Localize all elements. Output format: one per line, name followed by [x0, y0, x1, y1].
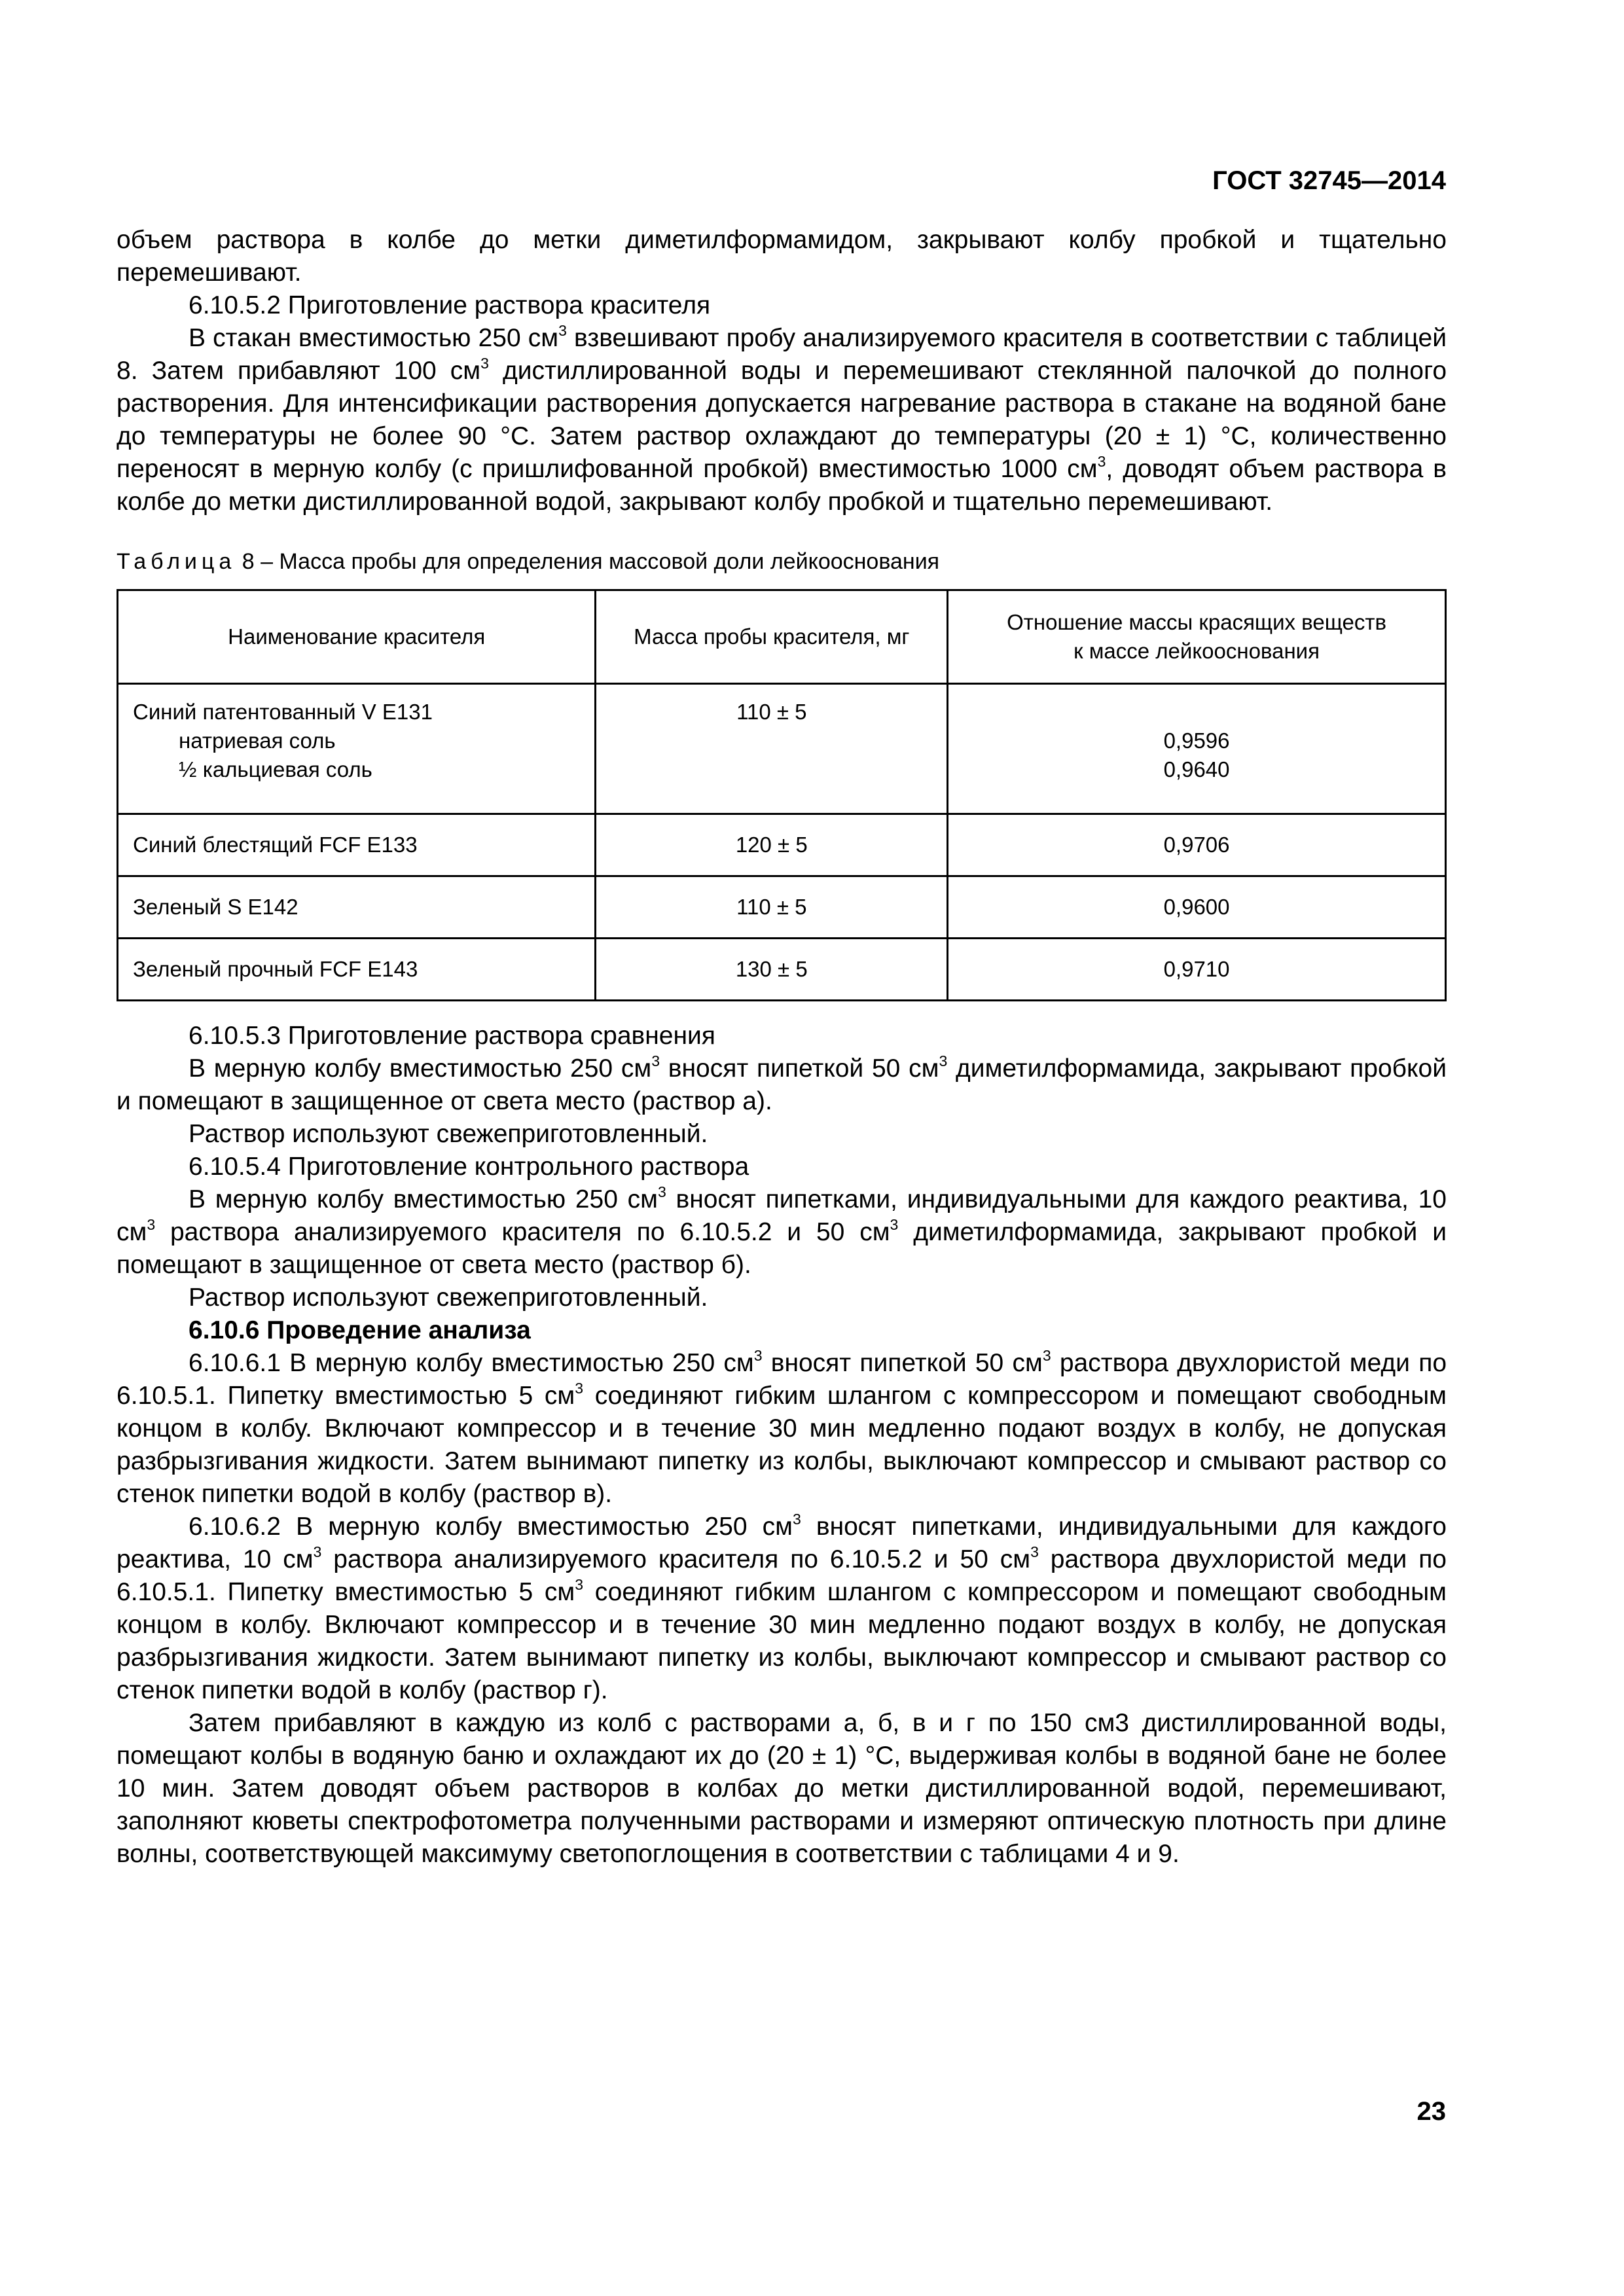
cell-dye-name: Синий патентованный V E131 натриевая соль ½ кальциевая соль	[118, 684, 596, 814]
paragraph: Затем прибавляют в каждую из колб с растворами а, б, в и г по 150 см3 дистиллированной воды, помещают колбы в водяную баню и охлаждают их до (20 ± 1) °С, выдерживая колбы в водяной бане не более 10 мин. Затем доводят объем растворов в колбах до метки дистиллированной водой, перемешивают, заполняют кюветы спектрофотометра полученными растворами и измеряют оптическую плотность при длине волны, соответствующей максимуму светопоглощения в соответствии с таблицами 4 и 9.	[117, 1709, 1447, 1868]
section-heading-6-10-6: 6.10.6 Проведение анализа	[189, 1316, 531, 1344]
paragraph: объем раствора в колбе до метки диметилформамидом, закрывают колбу пробкой и тщательно перемешивают.	[117, 226, 1447, 287]
paragraph: 6.10.6.2 В мерную колбу вместимостью 250 $см^3$ вносят пипетками, индивидуальными для каждого реактива, 10 $см^3$ раствора анализируемого красителя по 6.10.5.2 и 50 $см^3$ раствора двухлористой меди по 6.10.5.1. Пипетку вместимостью 5 $см^3$ соединяют гибким шлангом с компрессором и помещают свободным концом в колбу. Включают компрессор и в течение 30 мин медленно подают воздух в колбу, не допуская разбрызгивания жидкости. Затем вынимают пипетку из колбы, выключают компрессор и смывают раствор со стенок пипетки водой в колбу (раствор г).	[117, 1511, 1447, 1704]
table-row	[118, 939, 1446, 1001]
cell-ratio: 0,9710	[948, 939, 1446, 1001]
paragraph: В мерную колбу вместимостью 250 $см^3$ вносят пипетками, индивидуальными для каждого реактива, 10 $см^3$ раствора анализируемого красителя по 6.10.5.2 и 50 $см^3$ диметилформамида, закрывают пробкой и помещают в защищенное от света место (раствор б).	[117, 1183, 1447, 1279]
cell-mass: 110 ± 5	[596, 876, 948, 939]
paragraph: В мерную колбу вместимостью 250 $см^3$ вносят пипеткой 50 $см^3$ диметилформамида, закрывают пробкой и помещают в защищенное от света место (раствор а).	[117, 1052, 1447, 1115]
table-caption-text: 8 – Масса пробы для определения массовой доли лейкооснования	[236, 549, 940, 574]
cell-mass: 110 ± 5	[596, 684, 948, 814]
paragraph: В стакан вместимостью 250 $см^3$ взвешивают пробу анализируемого красителя в соответствии с таблицей 8. Затем прибавляют 100 $см^3$ дистиллированной воды и перемешивают стеклянной палочкой до полного растворения. Для интенсификации растворения допускается нагревание раствора в стакане на водяной бане до температуры не более 90 °С. Затем раствор охлаждают до температуры (20 ± 1) °С, количественно переносят в мерную колбу (с пришлифованной пробкой) вместимостью 1000 $см^3$, доводят объем раствора в колбе до метки дистиллированной водой, закрывают колбу пробкой и тщательно перемешивают.	[117, 322, 1447, 516]
table-8	[117, 589, 1447, 1001]
cell-mass: 130 ± 5	[596, 939, 948, 1001]
paragraph: Раствор используют свежеприготовленный.	[189, 1120, 708, 1148]
table-label: Таблица	[117, 549, 236, 574]
cell-dye-name: Зеленый S E142	[118, 876, 596, 939]
cell-ratio: 0,9600	[948, 876, 1446, 939]
header-dye-name: Наименование красителя	[118, 590, 596, 684]
page-content	[117, 224, 1447, 1871]
table-header-row	[118, 590, 1446, 684]
section-heading-6-10-5-2: 6.10.5.2 Приготовление раствора красителя	[189, 291, 711, 319]
paragraph: Раствор используют свежеприготовленный.	[189, 1283, 708, 1312]
cell-ratio: 0,9706	[948, 814, 1446, 876]
header-sample-mass: Масса пробы красителя, мг	[596, 590, 948, 684]
section-heading-6-10-5-4: 6.10.5.4 Приготовление контрольного раствора	[189, 1153, 749, 1181]
table-row	[118, 684, 1446, 814]
document-code: ГОСТ 32745—2014	[1212, 166, 1446, 195]
cell-ratio: 0,9596 0,9640	[948, 684, 1446, 814]
cell-dye-name: Зеленый прочный FCF E143	[118, 939, 596, 1001]
header-ratio: Отношение массы красящих веществ к массе лейкооснования	[948, 590, 1446, 684]
table-caption	[117, 547, 1447, 576]
table-row	[118, 814, 1446, 876]
table-row	[118, 876, 1446, 939]
paragraph: 6.10.6.1 В мерную колбу вместимостью 250 $см^3$ вносят пипеткой 50 $см^3$ раствора двухлористой меди по 6.10.5.1. Пипетку вместимостью 5 $см^3$ соединяют гибким шлангом с компрессором и помещают свободным концом в колбу. Включают компрессор и в течение 30 мин медленно подают воздух в колбу, не допуская разбрызгивания жидкости. Затем вынимают пипетку из колбы, выключают компрессор и смывают раствор со стенок пипетки водой в колбу (раствор в).	[117, 1347, 1447, 1508]
section-heading-6-10-5-3: 6.10.5.3 Приготовление раствора сравнения	[189, 1022, 715, 1050]
page-number: 23	[1416, 2097, 1446, 2126]
cell-dye-name: Синий блестящий FCF E133	[118, 814, 596, 876]
cell-mass: 120 ± 5	[596, 814, 948, 876]
